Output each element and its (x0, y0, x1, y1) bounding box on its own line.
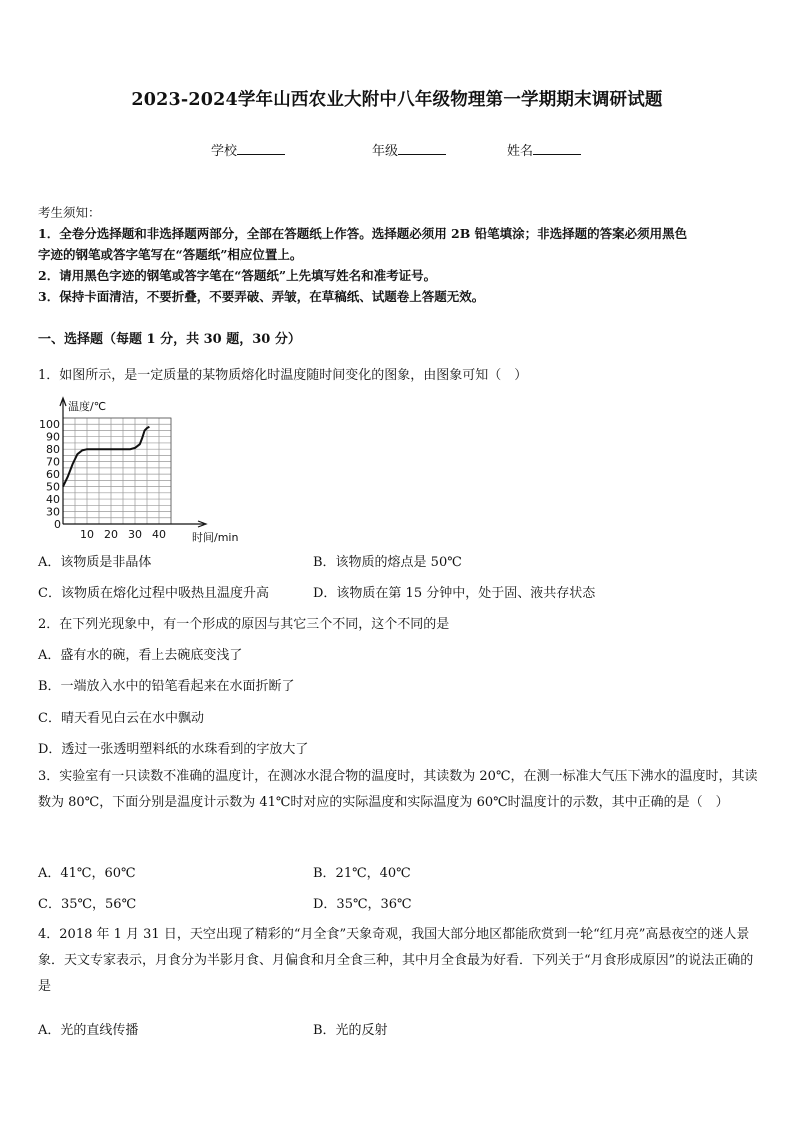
chart-grid (63, 418, 171, 524)
notice-item: 2．请用黑色字迹的钢笔或答字笔在“答题纸”上先填写姓名和准考证号。 (38, 268, 437, 283)
q2-option-a: A．盛有水的碗，看上去碗底变浅了 (38, 648, 243, 663)
notice-heading: 考生须知： (38, 205, 101, 220)
q4-option-b: B．光的反射 (313, 1023, 388, 1038)
grade-field (372, 140, 446, 159)
melting-curve-chart (36, 392, 246, 544)
q3-option-c: C．35℃，56℃ (38, 897, 137, 912)
q2-option-c: C．晴天看见白云在水中飘动 (38, 711, 204, 726)
origin-label: 0 (54, 518, 61, 531)
q4-stem: 4．2018 年 1 月 31 日，天空出现了精彩的“月全食”天象奇观，我国大部分地区都能欣赏到一轮“红月亮”高悬夜空的迷人景象．天文专家表示，月食分为半影月食、月偏食和月全食三种，其中月全食最为好看．下列关于“月食形成原因”的说法正确的是 (38, 927, 754, 994)
q3-stem: 3．实验室有一只读数不准确的温度计，在测冰水混合物的温度时，其读数为 20℃，在测一标准大气压下沸水的温度时，其读数为 80℃，下面分别是温度计示数为 41℃时对应的实际温度和实际温度为 60℃时温度计的示数，其中正确的是（ ） (38, 769, 758, 810)
q1-stem: 1．如图所示，是一定质量的某物质熔化时温度随时间变化的图象，由图象可知（ ） (38, 368, 528, 383)
x-tick-label: 40 (152, 528, 166, 541)
q3-option-a: A．41℃，60℃ (38, 866, 136, 881)
chart-axes (60, 398, 206, 527)
grade-label: 年级 (372, 144, 399, 159)
y-axis-label: 温度/℃ (68, 400, 107, 413)
notice-item: 3．保持卡面清洁，不要折叠，不要弄破、弄皱，在草稿纸、试题卷上答题无效。 (38, 289, 485, 304)
grade-blank (398, 142, 446, 155)
grid-border (63, 418, 171, 524)
y-tick-label: 80 (46, 443, 60, 457)
q2-option-d: D．透过一张透明塑料纸的水珠看到的字放大了 (38, 742, 309, 757)
q1-option-c: C．该物质在熔化过程中吸热且温度升高 (38, 586, 269, 601)
q1-option-b: B．该物质的熔点是 50℃ (313, 555, 462, 570)
section-heading: 一、选择题（每题 1 分，共 30 题，30 分） (38, 332, 301, 347)
y-tick-label: 100 (39, 418, 60, 432)
q2-option-b: B．一端放入水中的铅笔看起来在水面折断了 (38, 679, 295, 694)
notice-item: 字迹的钢笔或答字笔写在“答题纸”相应位置上。 (38, 247, 303, 262)
y-tick-label: 60 (46, 468, 60, 482)
y-tick-label: 30 (46, 505, 60, 519)
x-tick-label: 20 (104, 528, 118, 541)
y-tick-label: 50 (46, 480, 60, 494)
temperature-curve (63, 427, 149, 487)
school-blank (237, 142, 285, 155)
y-tick-label: 70 (46, 455, 60, 469)
name-blank (533, 142, 581, 155)
q1-option-d: D．该物质在第 15 分钟中，处于固、液共存状态 (313, 586, 596, 601)
q4-option-a: A．光的直线传播 (38, 1023, 139, 1038)
x-tick-label: 30 (128, 528, 142, 541)
exam-title: 2023-2024学年山西农业大附中八年级物理第一学期期末调研试题 (131, 90, 663, 110)
y-tick-label: 40 (46, 493, 60, 507)
q3-option-b: B．21℃，40℃ (313, 866, 411, 881)
y-tick-label: 90 (46, 430, 60, 444)
q2-stem: 2．在下列光现象中，有一个形成的原因与其它三个不同，这个不同的是 (38, 617, 450, 632)
q3-option-d: D．35℃，36℃ (313, 897, 412, 912)
school-label: 学校 (211, 144, 238, 159)
notice-item: 1．全卷分选择题和非选择题两部分，全部在答题纸上作答。选择题必须用 2B 铅笔填涂；非选择题的答案必须用黑色 (38, 226, 688, 241)
q1-option-a: A．该物质是非晶体 (38, 555, 152, 570)
x-axis-label: 时间/min (192, 531, 239, 544)
name-label: 姓名 (507, 144, 534, 159)
school-field (211, 140, 285, 159)
x-tick-label: 10 (80, 528, 94, 541)
name-field (507, 140, 581, 159)
